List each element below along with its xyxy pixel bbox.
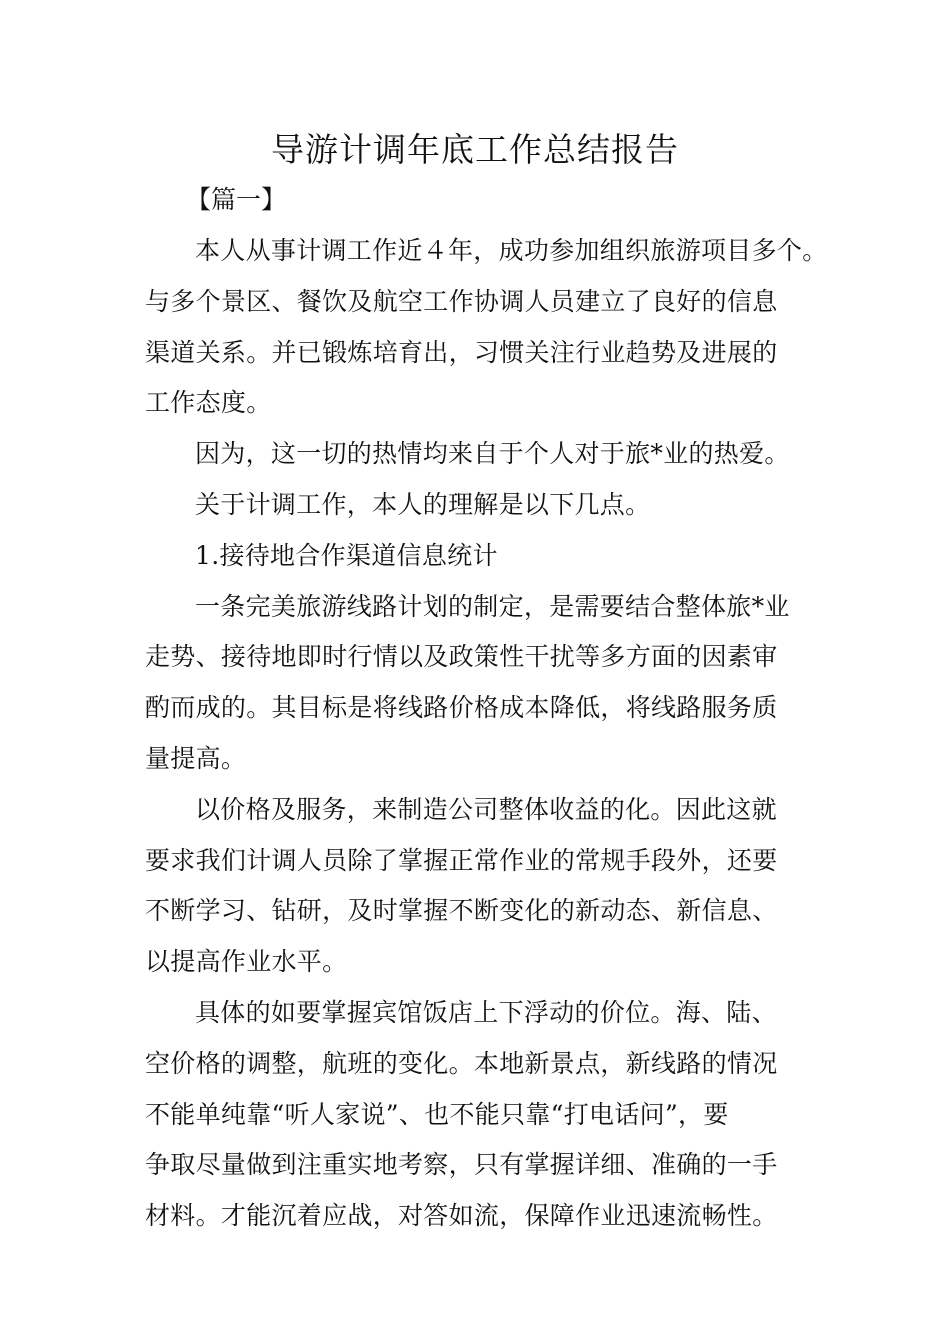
paragraph-line: 本人从事计调工作近４年，成功参加组织旅游项目多个。 — [195, 236, 828, 265]
paragraph-line: 以提高作业水平。 — [145, 947, 348, 977]
paragraph-line: 具体的如要掌握宾馆饭店上下浮动的价位。海、陆、 — [195, 997, 777, 1027]
paragraph-line: 争取尽量做到注重实地考察，只有掌握详细、准确的一手 — [145, 1150, 778, 1180]
paragraph-line: 酌而成的。其目标是将线路价格成本降低，将线路服务质 — [145, 693, 778, 723]
document-body — [145, 226, 828, 1242]
paragraph-line: 渠道关系。并已锻炼培育出，习惯关注行业趋势及进展的 — [145, 337, 778, 367]
paragraph-line: 不能单纯靠“听人家说”、也不能只靠“打电话问”，要 — [145, 1099, 729, 1129]
paragraph-line: 工作态度。 — [145, 388, 272, 418]
paragraph-4-heading — [145, 531, 815, 582]
paragraph-6 — [145, 785, 815, 988]
paragraph-line: 空价格的调整，航班的变化。本地新景点，新线路的情况 — [145, 1048, 778, 1078]
paragraph-line: 量提高。 — [145, 743, 247, 773]
paragraph-line: 不断学习、钻研，及时掌握不断变化的新动态、新信息、 — [145, 896, 778, 926]
paragraph-line: 因为，这一切的热情均来自于个人对于旅*业的热爱。 — [195, 439, 790, 469]
paragraph-line: 材料。才能沉着应战，对答如流，保障作业迅速流畅性。 — [145, 1201, 778, 1231]
paragraph-line: 走势、接待地即时行情以及政策性干扰等多方面的因素审 — [145, 642, 778, 672]
paragraph-line: 1.接待地合作渠道信息统计 — [195, 540, 498, 570]
paragraph-line: 一条完美旅游线路计划的制定，是需要结合整体旅*业 — [195, 591, 790, 621]
paragraph-2 — [145, 429, 815, 480]
paragraph-line: 与多个景区、餐饮及航空工作协调人员建立了良好的信息 — [145, 286, 778, 316]
paragraph-7 — [145, 988, 815, 1242]
paragraph-line: 要求我们计调人员除了掌握正常作业的常规手段外，还要 — [145, 845, 778, 875]
paragraph-line: 关于计调工作，本人的理解是以下几点。 — [195, 489, 651, 519]
paragraph-line: 以价格及服务，来制造公司整体收益的化。因此这就 — [195, 794, 777, 824]
section-label: 【篇一】 — [186, 185, 287, 214]
paragraph-5 — [145, 582, 815, 785]
paragraph-1 — [145, 226, 828, 429]
paragraph-3 — [145, 480, 815, 531]
document-title: 导游计调年底工作总结报告 — [271, 130, 679, 169]
